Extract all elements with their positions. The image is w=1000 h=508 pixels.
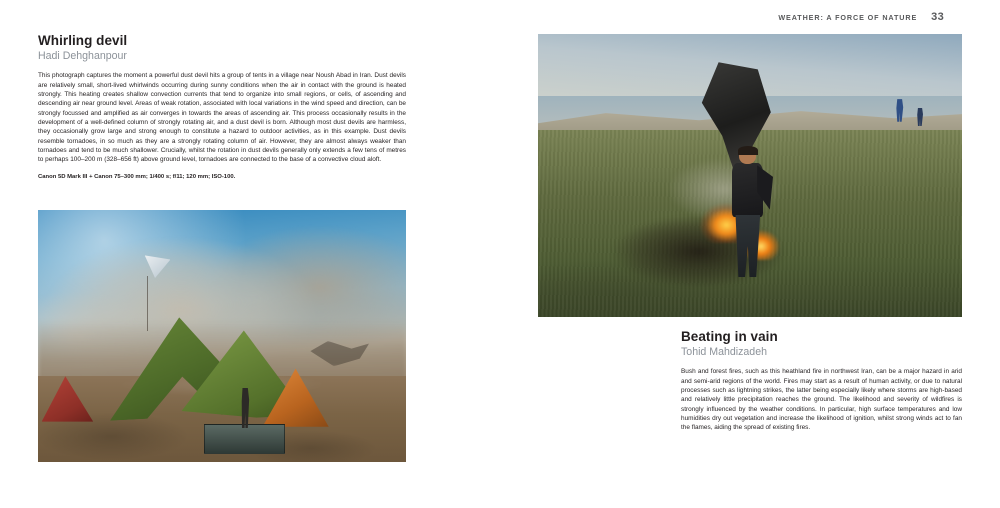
photo-figure-hair: [738, 146, 759, 155]
wildfire-photo: [538, 34, 962, 317]
photo-flag-pole: [147, 276, 148, 331]
right-article-body: Bush and forest fires, such as this heathland fire in northwest Iran, can be a major hazard in arid and semi-arid regions of the world. Fires may start as a result of human activity, or due to natural processes such as lightning strikes, the latter being especially likely where storms are high-based and relatively little precipitation reaches the ground. The likelihood and severity of wildfires is strongly influenced by the weather conditions. In particular, high surface temperatures and low humidities dry out vegetation and increase the likelihood of ignition, whilst strong winds act to fan the flames, aiding the spread of existing fires.: [681, 368, 962, 432]
right-article-title: Beating in vain: [681, 329, 778, 344]
right-article-author: Tohid Mahdizadeh: [681, 345, 767, 358]
page-number: 33: [931, 11, 944, 23]
right-article: [681, 330, 962, 433]
left-article-title: Whirling devil: [38, 33, 128, 48]
photo-firefighter: [725, 147, 772, 277]
left-article-author: Hadi Dehghanpour: [38, 49, 127, 62]
dust-devil-photo: [38, 210, 406, 462]
photo-hut: [204, 424, 285, 454]
running-head: [778, 11, 944, 23]
left-article: [38, 34, 406, 181]
running-head-title: WEATHER: A FORCE OF NATURE: [778, 13, 918, 22]
page-bottom-margin: [0, 494, 1000, 508]
left-article-body: This photograph captures the moment a powerful dust devil hits a group of tents in a village near Noush Abad in Iran. Dust devils are relatively small, short-lived whirlwinds occurring during sunny conditions when the air in contact with the ground is heated strongly. This heating creates shallow convection currents that tend to organize into small regions, or cells, of ascending and descending air near ground level. Areas of weak rotation, associated with local variations in the wind speed and direction, can be strongly focussed and amplified as air converges in towards the areas of ascending air. This process occasionally results in the development of a well-defined column of strongly rotating air, and a dust devil is born. Although most dust devils are harmless, they occasionally grow large and strong enough to constitute a hazard to outdoor activities, as in this example. Dust devils resemble tornadoes, in so much as they are a strongly rotating column of air. However, they are almost always weaker than tornadoes and tend to be much shallower. Crucially, whilst the rotation in dust devils generally only extends a few tens of metres to perhaps 100–200 m (328–656 ft) above ground level, tornadoes are connected to the base of a convective cloud aloft.: [38, 72, 406, 164]
photo-figure-legs: [734, 215, 762, 277]
left-article-technical-caption: Canon 5D Mark III + Canon 75–300 mm; 1/400 s; f/11; 120 mm; ISO-100.: [38, 173, 236, 180]
